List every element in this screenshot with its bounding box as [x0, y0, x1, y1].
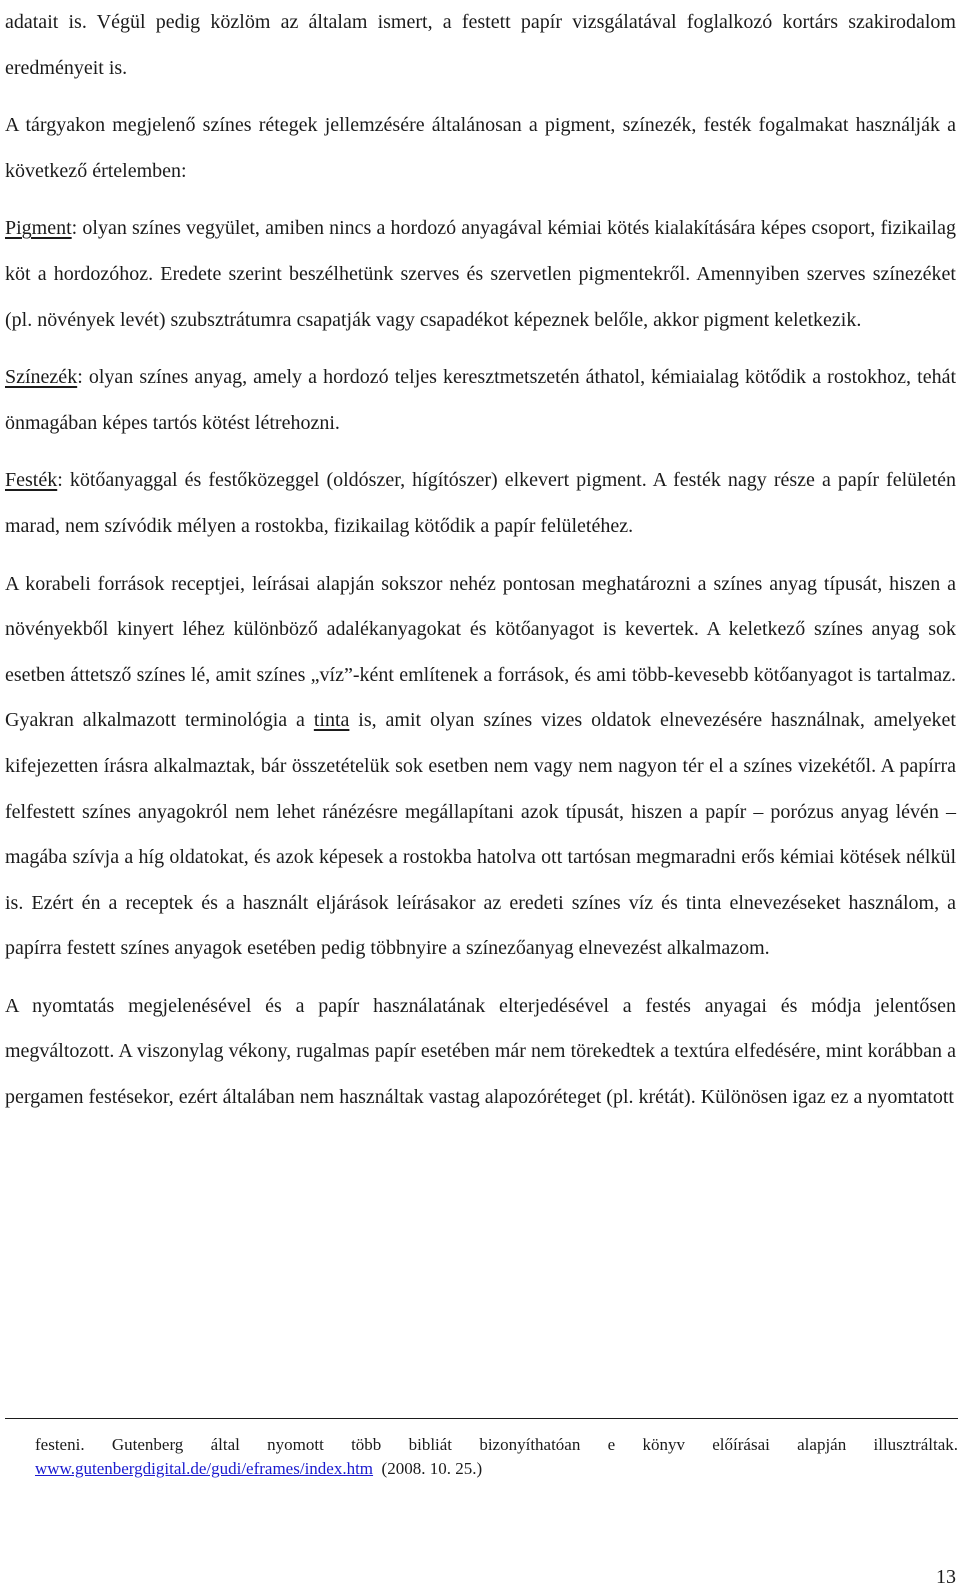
paragraph-definitions-intro: A tárgyakon megjelenő színes rétegek jellemzésére általánosan a pigment, színezék, festék fogalmakat használják a következő értelemben: [5, 114, 956, 182]
term-pigment: Pigment [5, 217, 72, 240]
paragraph-szinezek-definition [5, 355, 956, 446]
szinezek-definition-text: : olyan színes anyag, amely a hordozó teljes keresztmetszetén áthatol, kémiaialag kötődik a rostokhoz, tehát önmagában képes tartós kötést létrehozni. [5, 366, 956, 434]
term-szinezek: Színezék [5, 366, 78, 389]
paragraph-festek-definition [5, 458, 956, 549]
paragraph-sources-terminology [5, 562, 956, 972]
term-tinta: tinta [313, 709, 350, 732]
footnote [35, 1433, 958, 1481]
paragraph-pigment-definition [5, 206, 956, 343]
paragraph-intro-continuation: adatait is. Végül pedig közlöm az általam ismert, a festett papír vizsgálatával foglalkozó kortárs szakirodalom eredményeit is. [5, 11, 956, 79]
footnote-date: (2008. 10. 25.) [381, 1459, 483, 1478]
pigment-definition-text: : olyan színes vegyület, amiben nincs a hordozó anyagával kémiai kötés kialakítására képes csoport, fizikailag köt a hordozóhoz. Eredete szerint beszélhetünk szerves és szervetlen pigmentekről. Amennyiben szerves színezéket (pl. növények levét) szubsztrátumra csapatják vagy csapadékot képeznek belőle, akkor pigment keletkezik. [5, 217, 956, 331]
footnote-link[interactable]: www.gutenbergdigital.de/gudi/eframes/index.htm [35, 1459, 374, 1478]
sources-text-before: A korabeli források receptjei, leírásai alapján sokszor nehéz pontosan meghatározni a színes anyag típusát, hiszen a növényekből kinyert léhez különböző adalékanyagokat és kötőanyagot is kevertek. A keletkező színes anyag sok esetben áttetsző színes lé, amit színes „víz”-ként említenek a források, és ami több-kevesebb kötőanyagot is tartalmaz. Gyakran alkalmazott terminológia a [5, 572, 956, 732]
page-number: 13 [936, 1566, 956, 1588]
footnote-divider [5, 1418, 958, 1419]
term-festek: Festék [5, 469, 58, 492]
sources-text-after: is, amit olyan színes vizes oldatok elnevezésére használnak, amelyeket kifejezetten írásra alkalmaztak, bár összetételük sok esetben nem vagy nem nagyon tér el a színes vizekétől. A papírra felfestett színes anyagokról nem lehet ránézésre megállapítani azok típusát, hiszen a papír – porózus anyag lévén – magába szívja a híg oldatokat, és azok képesek a rostokba hatolva ott tartósan megmaradni erős kémiai kötések nélkül is. Ezért én a receptek és a használt eljárások leírásakor az eredeti színes víz és tinta elnevezéseket használom, a papírra festett színes anyagok esetében pedig többnyire a színezőanyag elnevezést alkalmazom. [5, 709, 956, 960]
body-text [5, 0, 956, 1121]
footnote-text: festeni. Gutenberg által nyomott több bibliát bizonyíthatóan e könyv előírásai alapján illusztráltak. [35, 1435, 958, 1454]
festek-definition-text: : kötőanyaggal és festőközeggel (oldószer, hígítószer) elkevert pigment. A festék nagy része a papír felületén marad, nem szívódik mélyen a rostokba, fizikailag kötődik a papír felületéhez. [5, 469, 956, 537]
paragraph-printing: A nyomtatás megjelenésével és a papír használatának elterjedésével a festés anyagai és módja jelentősen megváltozott. A viszonylag vékony, rugalmas papír esetében már nem törekedtek a textúra elfedésére, mint korábban a pergamen festésekor, ezért általában nem használtak vastag alapozóréteget (pl. krétát). Különösen igaz ez a nyomtatott [5, 994, 956, 1109]
